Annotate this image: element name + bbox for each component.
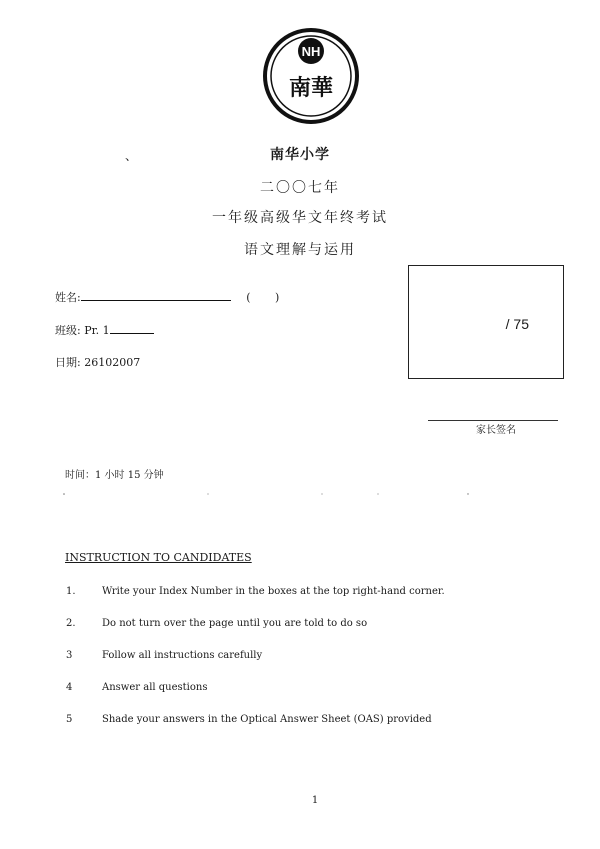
date-value: 26102007 (84, 356, 141, 369)
logo-school-name: 南華 (288, 76, 334, 101)
instruction-number: 5 (66, 714, 73, 725)
class-label: 班级: (55, 324, 81, 337)
score-box (408, 265, 564, 379)
name-field (55, 289, 279, 305)
instruction-number: 4 (66, 682, 73, 693)
exam-duration: 时间：1 小时 15 分钟 (65, 470, 164, 481)
scan-speckles (60, 492, 540, 496)
paper-title: 语文理解与运用 (244, 242, 356, 258)
school-name: 南华小学 (270, 147, 330, 163)
instruction-number: 2. (66, 618, 76, 629)
date-field (55, 354, 140, 370)
class-field (55, 322, 154, 338)
exam-year: 二〇〇七年 (260, 180, 340, 196)
instruction-text: Follow all instructions carefully (102, 650, 263, 661)
class-blank[interactable] (110, 325, 154, 334)
stray-mark: 、 (125, 149, 138, 163)
instruction-text: Shade your answers in the Optical Answer Sheet (OAS) provided (102, 714, 432, 725)
instruction-text: Do not turn over the page until you are told to do so (102, 618, 368, 629)
school-logo (262, 27, 360, 125)
instruction-number: 3 (66, 650, 73, 661)
name-label: 姓名: (55, 291, 81, 304)
index-paren[interactable]: ( ) (246, 291, 280, 304)
page-number: 1 (311, 795, 319, 806)
instructions-title: INSTRUCTION TO CANDIDATES (65, 551, 252, 564)
instruction-text: Write your Index Number in the boxes at the top right-hand corner. (102, 586, 445, 597)
date-label: 日期: (55, 356, 81, 369)
parent-signature-label: 家长签名 (476, 425, 516, 436)
instruction-number: 1. (66, 586, 76, 597)
score-total: / 75 (505, 316, 529, 332)
instruction-text: Answer all questions (102, 682, 208, 693)
exam-title: 一年级高级华文年终考试 (212, 210, 388, 226)
logo-monogram: NH (301, 44, 321, 59)
name-blank[interactable] (81, 290, 231, 301)
class-value: Pr. 1 (84, 324, 110, 337)
